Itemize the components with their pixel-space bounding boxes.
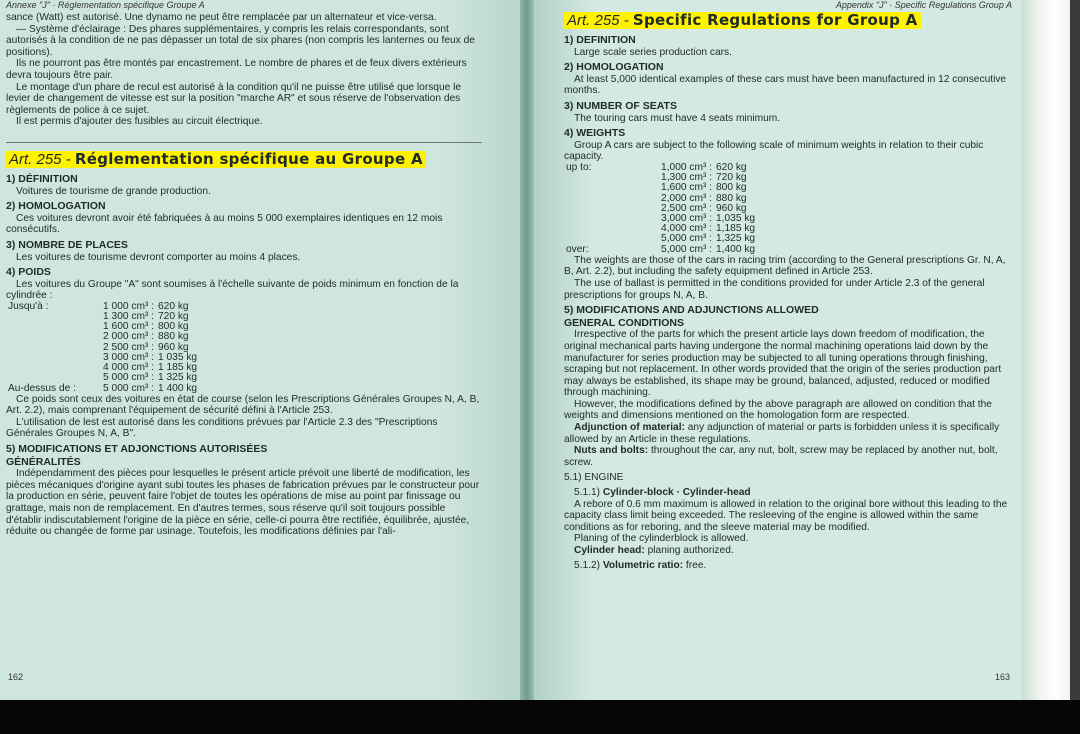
section-text: Irrespective of the parts for which the present article lays down freedom of modification, the original mechanical parts having undergone the normal machining operations laid down by the manufacturer for series production may be subjected to all tuning operations through finishing, scraping but not replacement. In other words provided that the origin of the series production part may always be established, its shape may be ground, balanced, adjusted, reduced or modified through machining.: [564, 329, 1002, 399]
nuts-para: [564, 445, 1016, 468]
weights-capacity: 5,000 cm³ :: [661, 233, 712, 245]
intro-para: Il est permis d'ajouter des fusibles au circuit électrique.: [16, 116, 263, 128]
section-heading: 3) NUMBER OF SEATS: [564, 99, 677, 112]
nuts-text: throughout the car, any nut, bolt, screw may be replaced by another nut, bolt, screw.: [564, 445, 998, 468]
section-text: Les voitures de tourisme devront comporter au moins 4 places.: [16, 251, 301, 263]
volumetric-para: [564, 560, 1016, 572]
weights-label: [8, 332, 92, 342]
book-gutter: [520, 0, 534, 700]
intro-para: — Système d'éclairage : Des phares supplémentaires, y compris les relais correspondants, sont autorisés à la condition de ne pas dépasser un total de six phares (non compris les lanternes ou feux de positions).: [6, 23, 475, 58]
section-text: Les voitures du Groupe "A" sont soumises à l'échelle suivante de poids minimum en fonction de la cylindrée :: [6, 278, 459, 302]
weights-capacity: 1 300 cm³ :: [103, 311, 154, 323]
weights-label: [566, 224, 650, 234]
weights-value: 1 035 kg: [158, 351, 198, 363]
weights-value: 800 kg: [158, 321, 189, 333]
weights-capacity: 2,000 cm³ :: [661, 192, 712, 204]
section-text: Ce poids sont ceux des voitures en état de course (selon les Prescriptions Générales Groupes N, A, B, Art. 2.2), mais comprenant l'équipement de sécurité défini à l'Article 253.: [6, 393, 480, 417]
weights-capacity: 1,600 cm³ :: [661, 182, 712, 194]
weights-label: [8, 322, 92, 332]
weights-value: 620 kg: [716, 161, 747, 173]
vol-label: Volumetric ratio:: [602, 559, 684, 571]
weights-capacity: 1,000 cm³ :: [661, 161, 712, 173]
page-number: 162: [8, 672, 24, 682]
section-heading: 4) POIDS: [6, 266, 51, 279]
weights-label: [8, 353, 92, 363]
weights-capacity: 1 600 cm³ :: [103, 321, 154, 333]
section-text: Indépendamment des pièces pour lesquelles le présent article prévoit une liberté de modification, les pièces mécaniques d'origine ayant subi toutes les phases de fabrication prévues par le constructeur pour la production en série, peuvent faire l'objet de toutes les opérations de mise au point par finissage ou grattage, mais non de remplacement. En d'autres termes, sous réserve qu'il soit toujours possible d'établir indiscutablement l'origine de la pièce en série, celle-ci pourra être rectifiée, équilibrée, ajustée, réduite ou changée de forme par usinage. Toutefois, les modifications définies par l'ali-: [6, 468, 480, 538]
article-title: Specific Regulations for Group A: [632, 11, 918, 29]
intro-para: Le montage d'un phare de recul est autorisé à la condition qu'il ne puisse être utilisé que lorsque le levier de changement de vitesse est sur la position "marche AR" et sous réserve de l'observation des règlements de police à ce sujet.: [6, 81, 462, 116]
subsection-heading: GÉNÉRALITÉS: [6, 455, 81, 468]
section-heading: 3) NOMBRE DE PLACES: [6, 238, 128, 251]
weights-capacity: 4,000 cm³ :: [661, 223, 712, 235]
weights-row: [8, 373, 201, 383]
section-text: The use of ballast is permitted in the conditions provided for under Article 2.3 of the general prescriptions for groups N, A, B.: [564, 277, 985, 301]
section-text: However, the modifications defined by the above paragraph are allowed on condition that the weights and dimensions mentioned on the homologation form are respected.: [564, 398, 992, 422]
vol-text: free.: [683, 559, 707, 571]
article-heading: [6, 151, 426, 168]
weights-value: 880 kg: [716, 192, 747, 204]
weights-value: 1,185 kg: [716, 223, 756, 235]
right-column: [564, 12, 1016, 571]
section-text: Voitures de tourisme de grande production.: [16, 185, 211, 197]
weights-value: 960 kg: [158, 341, 189, 353]
left-page: [0, 0, 520, 700]
weights-value: 1,400 kg: [716, 243, 756, 255]
weights-label: [8, 373, 92, 383]
cylinder-head-para: [564, 545, 1016, 557]
weights-label: over:: [566, 243, 589, 255]
weights-label: [566, 214, 650, 224]
article-title: Réglementation spécifique au Groupe A: [74, 149, 423, 168]
section-text: The weights are those of the cars in racing trim (according to the General prescriptions Gr. N, A, B, Art. 2.2), but including the safety equipment defined in Article 253.: [564, 254, 1006, 278]
cyl-label: Cylinder-block · Cylinder-head: [602, 487, 751, 499]
weights-label: [566, 194, 650, 204]
weights-value: 1 325 kg: [158, 372, 198, 384]
weights-capacity: 2 500 cm³ :: [103, 341, 154, 353]
weights-capacity: 4 000 cm³ :: [103, 362, 154, 374]
right-page: [534, 0, 1022, 700]
weights-table: [8, 302, 201, 394]
article-number: Art. 255 -: [567, 12, 629, 29]
adjunction-para: [564, 422, 1016, 445]
adjunction-text: any adjunction of material or parts is forbidden unless it is specifically allowed by an Article in these regulations.: [564, 422, 1000, 445]
weights-value: 960 kg: [716, 202, 747, 214]
intro-para: Ils ne pourront pas être montés par encastrement. Le nombre de phares et de feux divers extérieurs devra toujours être pair.: [6, 58, 467, 81]
weights-capacity: 3,000 cm³ :: [661, 212, 712, 224]
weights-value: 800 kg: [716, 182, 747, 194]
weights-capacity: 1,300 cm³ :: [661, 172, 712, 184]
section-text: A rebore of 0.6 mm maximum is allowed in relation to the original bore without this leading to the capacity class limit being exceeded. The resleeving of the engine is allowed within the same conditions as for reboring, and the sleeve material may be modified.: [564, 498, 1008, 533]
cylinder-heading-para: [564, 487, 1016, 499]
weights-label: Au-dessus de :: [8, 382, 76, 394]
weights-table: [566, 163, 759, 255]
article-number: Art. 255 -: [9, 150, 71, 168]
page-edge-shadow: [1070, 0, 1080, 700]
section-heading: 1) DEFINITION: [564, 34, 636, 46]
weights-label: [8, 343, 92, 353]
section-text: At least 5,000 identical examples of these cars must have been manufactured in 12 consecutive months.: [564, 73, 1007, 97]
weights-value: 1,035 kg: [716, 212, 756, 224]
vol-num: 5.1.2): [574, 559, 603, 571]
weights-label: [8, 312, 92, 322]
section-text: Planing of the cylinderblock is allowed.: [574, 533, 749, 545]
weights-value: 620 kg: [158, 300, 189, 312]
weights-capacity: 3 000 cm³ :: [103, 351, 154, 363]
weights-value: 1 400 kg: [158, 382, 198, 394]
weights-capacity: 2 000 cm³ :: [103, 331, 154, 343]
weights-label: [8, 363, 92, 373]
weights-capacity: 2,500 cm³ :: [661, 202, 712, 214]
weights-value: 1,325 kg: [716, 233, 756, 245]
weights-value: 720 kg: [716, 172, 747, 184]
section-heading: 2) HOMOLOGATION: [564, 61, 664, 74]
section-text: The touring cars must have 4 seats minimum.: [574, 112, 781, 124]
subsection-heading: GENERAL CONDITIONS: [564, 316, 684, 329]
nuts-label: Nuts and bolts:: [574, 445, 649, 457]
section-text: Group A cars are subject to the following scale of minimum weights in relation to their cubic capacity.: [564, 139, 984, 163]
section-heading: 5) MODIFICATIONS AND ADJUNCTIONS ALLOWED: [564, 304, 819, 317]
left-column: [6, 12, 482, 538]
adjunction-label: Adjunction of material:: [574, 422, 685, 434]
weights-row: [566, 245, 759, 255]
right-running-head: Appendix "J" · Specific Regulations Group A: [835, 0, 1012, 10]
weights-value: 880 kg: [158, 331, 189, 343]
page-number: 163: [994, 672, 1010, 682]
weights-row: [8, 384, 201, 394]
weights-label: up to:: [566, 161, 592, 173]
weights-value: 720 kg: [158, 311, 189, 323]
section-heading: 1) DÉFINITION: [6, 172, 78, 185]
head-label: Cylinder head:: [574, 545, 645, 557]
section-text: L'utilisation de lest est autorisé dans les conditions prévues par l'Article 2.3 des "Prescriptions Générales Groupes N, A, B".: [6, 416, 438, 440]
weights-label: [566, 183, 650, 193]
weights-capacity: 5,000 cm³ :: [661, 243, 712, 255]
weights-label: [566, 173, 650, 183]
engine-heading: 5.1) ENGINE: [564, 472, 624, 484]
cyl-num: 5.1.1): [574, 487, 603, 499]
section-heading: 2) HOMOLOGATION: [6, 200, 106, 213]
weights-capacity: 5 000 cm³ :: [103, 382, 154, 394]
left-running-head: Annexe "J" · Réglementation spécifique Groupe A: [6, 0, 205, 10]
weights-capacity: 5 000 cm³ :: [103, 372, 154, 384]
weights-capacity: 1 000 cm³ :: [103, 300, 154, 312]
section-heading: 5) MODIFICATIONS ET ADJONCTIONS AUTORISÉES: [6, 443, 268, 456]
weights-value: 1 185 kg: [158, 362, 198, 374]
section-divider: [6, 142, 482, 143]
article-heading: [564, 12, 921, 29]
section-text: Ces voitures devront avoir été fabriquées à au moins 5 000 exemplaires identiques en 12 mois consécutifs.: [6, 212, 443, 236]
intro-para: sance (Watt) est autorisé. Une dynamo ne peut être remplacée par un alternateur et vice-versa.: [6, 12, 437, 23]
weights-label: Jusqu'à :: [8, 300, 49, 312]
section-heading: 4) WEIGHTS: [564, 127, 626, 140]
weights-label: [566, 204, 650, 214]
head-text: planing authorized.: [644, 545, 734, 557]
section-text: Large scale series production cars.: [574, 46, 732, 58]
